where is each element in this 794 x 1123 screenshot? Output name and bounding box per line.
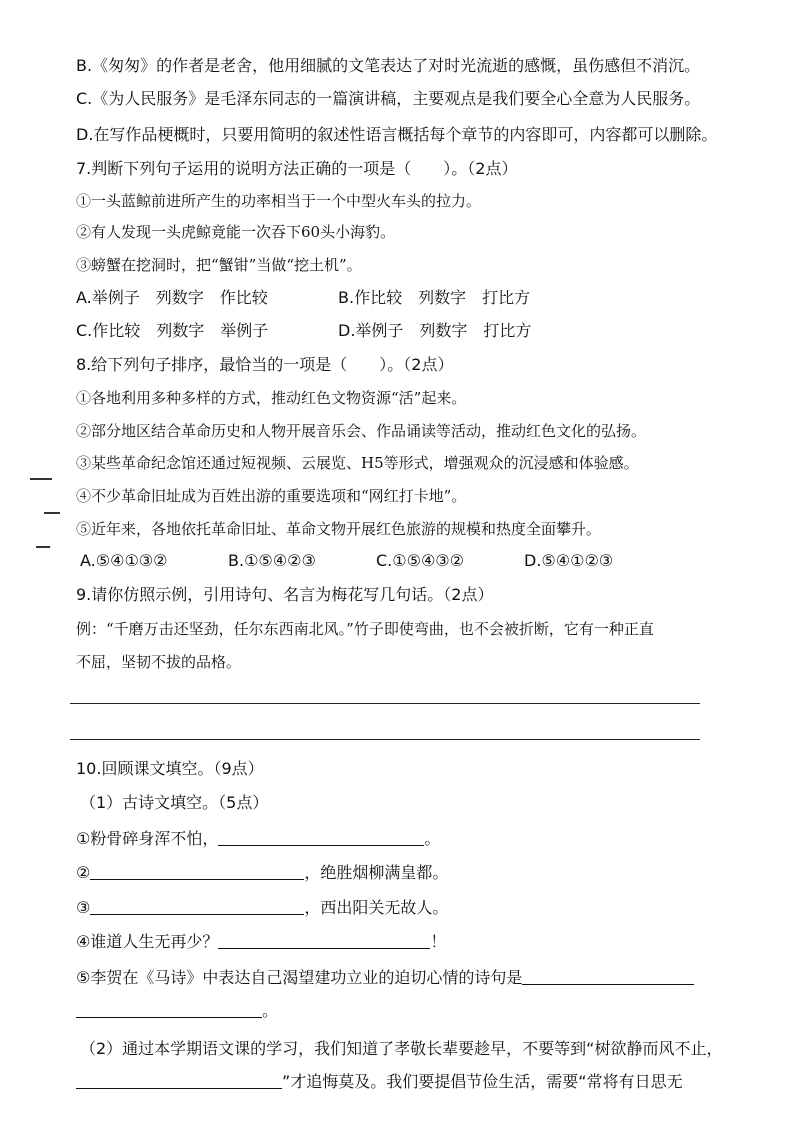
- q9-stem: 9.请你仿照示例，引用诗句、名言为梅花写几句话。（2点）: [76, 585, 494, 604]
- scan-mark: [44, 512, 60, 514]
- q7-options-row-1: [76, 287, 754, 309]
- q10-fill-5-end: 。: [262, 1001, 279, 1020]
- q9-example-line-2: 不屈，坚韧不拔的品格。: [76, 653, 242, 671]
- q10-fill-1-suffix: 。: [424, 829, 441, 848]
- q6-option-d: D.在写作品梗概时，只要用简明的叙述性语言概括每个章节的内容即可，内容都可以删除。: [76, 125, 718, 144]
- q10-fill-3-prefix: ③: [76, 898, 91, 917]
- q10-fill-2: [76, 862, 754, 884]
- q10-fill-5-blank-a[interactable]: [522, 968, 694, 985]
- q10-fill-1-prefix: ①粉骨碎身浑不怕，: [76, 829, 219, 848]
- q7-sentence-1: ①一头蓝鲸前进所产生的功率相当于一个中型火车头的拉力。: [76, 192, 482, 210]
- q10-fill-4-prefix: ④谁道人生无再少？: [76, 932, 219, 951]
- q8-sentence-4: ④不少革命旧址成为百姓出游的重要选项和“网红打卡地”。: [76, 487, 467, 505]
- q8-sentence-1: ①各地利用多种多样的方式，推动红色文物资源“活”起来。: [76, 389, 467, 407]
- q10-sub2-blank[interactable]: [76, 1072, 282, 1089]
- q10-stem: 10.回顾课文填空。（9点）: [76, 759, 264, 778]
- q8-option-d: D.⑤④①②③: [524, 551, 614, 570]
- q10-fill-4: [76, 931, 754, 953]
- q10-fill-1: [76, 828, 754, 850]
- q9-example-line-1: 例：“千磨万击还坚劲，任尔东西南北风。”竹子即使弯曲，也不会被折断，它有一种正直: [76, 620, 654, 638]
- q10-fill-5-blank-b[interactable]: [76, 1001, 262, 1018]
- q10-fill-4-suffix: ！: [430, 932, 447, 951]
- q7-stem: 7.判断下列句子运用的说明方法正确的一项是（ ）。（2点）: [76, 159, 518, 178]
- q10-fill-3: [76, 897, 754, 919]
- q8-options-row: [80, 550, 754, 572]
- q8-option-c: C.①⑤④③②: [376, 551, 464, 570]
- q10-sub2-line-2: [76, 1071, 754, 1093]
- q8-stem: 8.给下列句子排序，最恰当的一项是（ ）。（2点）: [76, 355, 454, 374]
- q10-fill-5: [76, 967, 754, 989]
- q10-fill-5-continued: [76, 1000, 754, 1022]
- q7-sentence-3: ③螃蟹在挖洞时，把“蟹钳”当做“挖土机”。: [76, 256, 362, 274]
- q7-option-d: D.举例子 列数字 打比方: [338, 321, 532, 340]
- q8-sentence-5: ⑤近年来，各地依托革命旧址、革命文物开展红色旅游的规模和热度全面攀升。: [76, 520, 602, 538]
- q8-sentence-3: ③某些革命纪念馆还通过短视频、云展览、H5等形式，增强观众的沉浸感和体验感。: [76, 454, 639, 472]
- q6-option-c: C.《为人民服务》是毛泽东同志的一篇演讲稿，主要观点是我们要全心全意为人民服务。: [76, 89, 701, 108]
- q10-sub2-line-2-text: ”才追悔莫及。我们要提倡节俭生活，需要“常将有日思无: [282, 1072, 683, 1091]
- q10-fill-2-prefix: ②: [76, 863, 91, 882]
- q8-option-a: A.⑤④①③②: [80, 551, 168, 570]
- q10-fill-5-prefix: ⑤李贺在《马诗》中表达自己渴望建功立业的迫切心情的诗句是: [76, 968, 523, 987]
- q10-fill-3-suffix: ，西出阳关无故人。: [304, 898, 449, 917]
- q7-options-row-2: [76, 320, 754, 342]
- q10-sub1-heading: （1）古诗文填空。（5点）: [80, 793, 269, 812]
- q8-sentence-2: ②部分地区结合革命历史和人物开展音乐会、作品诵读等活动，推动红色文化的弘扬。: [76, 422, 647, 440]
- q7-option-a: A.举例子 列数字 作比较: [76, 288, 268, 307]
- q10-fill-2-suffix: ，绝胜烟柳满皇都。: [304, 863, 449, 882]
- scan-mark: [30, 478, 52, 480]
- scan-mark: [36, 546, 50, 548]
- q7-option-c: C.作比较 列数字 举例子: [76, 321, 269, 340]
- q10-fill-3-blank[interactable]: [90, 898, 304, 915]
- q10-fill-2-blank[interactable]: [90, 863, 304, 880]
- q10-fill-1-blank[interactable]: [218, 829, 424, 846]
- q10-fill-4-blank[interactable]: [218, 932, 430, 949]
- q10-sub2-line-1: （2）通过本学期语文课的学习，我们知道了孝敬长辈要趁早，不要等到“树欲静而风不止，: [80, 1039, 723, 1058]
- q9-answer-line-1[interactable]: [70, 703, 700, 704]
- q7-sentence-2: ②有人发现一头虎鲸竟能一次吞下60头小海豹。: [76, 223, 396, 241]
- q9-answer-line-2[interactable]: [70, 739, 700, 740]
- q8-option-b: B.①⑤④②③: [228, 551, 316, 570]
- q6-option-b: B.《匆匆》的作者是老舍，他用细腻的文笔表达了对时光流逝的感慨，虽伤感但不消沉。: [76, 56, 701, 75]
- q7-option-b: B.作比较 列数字 打比方: [338, 288, 531, 307]
